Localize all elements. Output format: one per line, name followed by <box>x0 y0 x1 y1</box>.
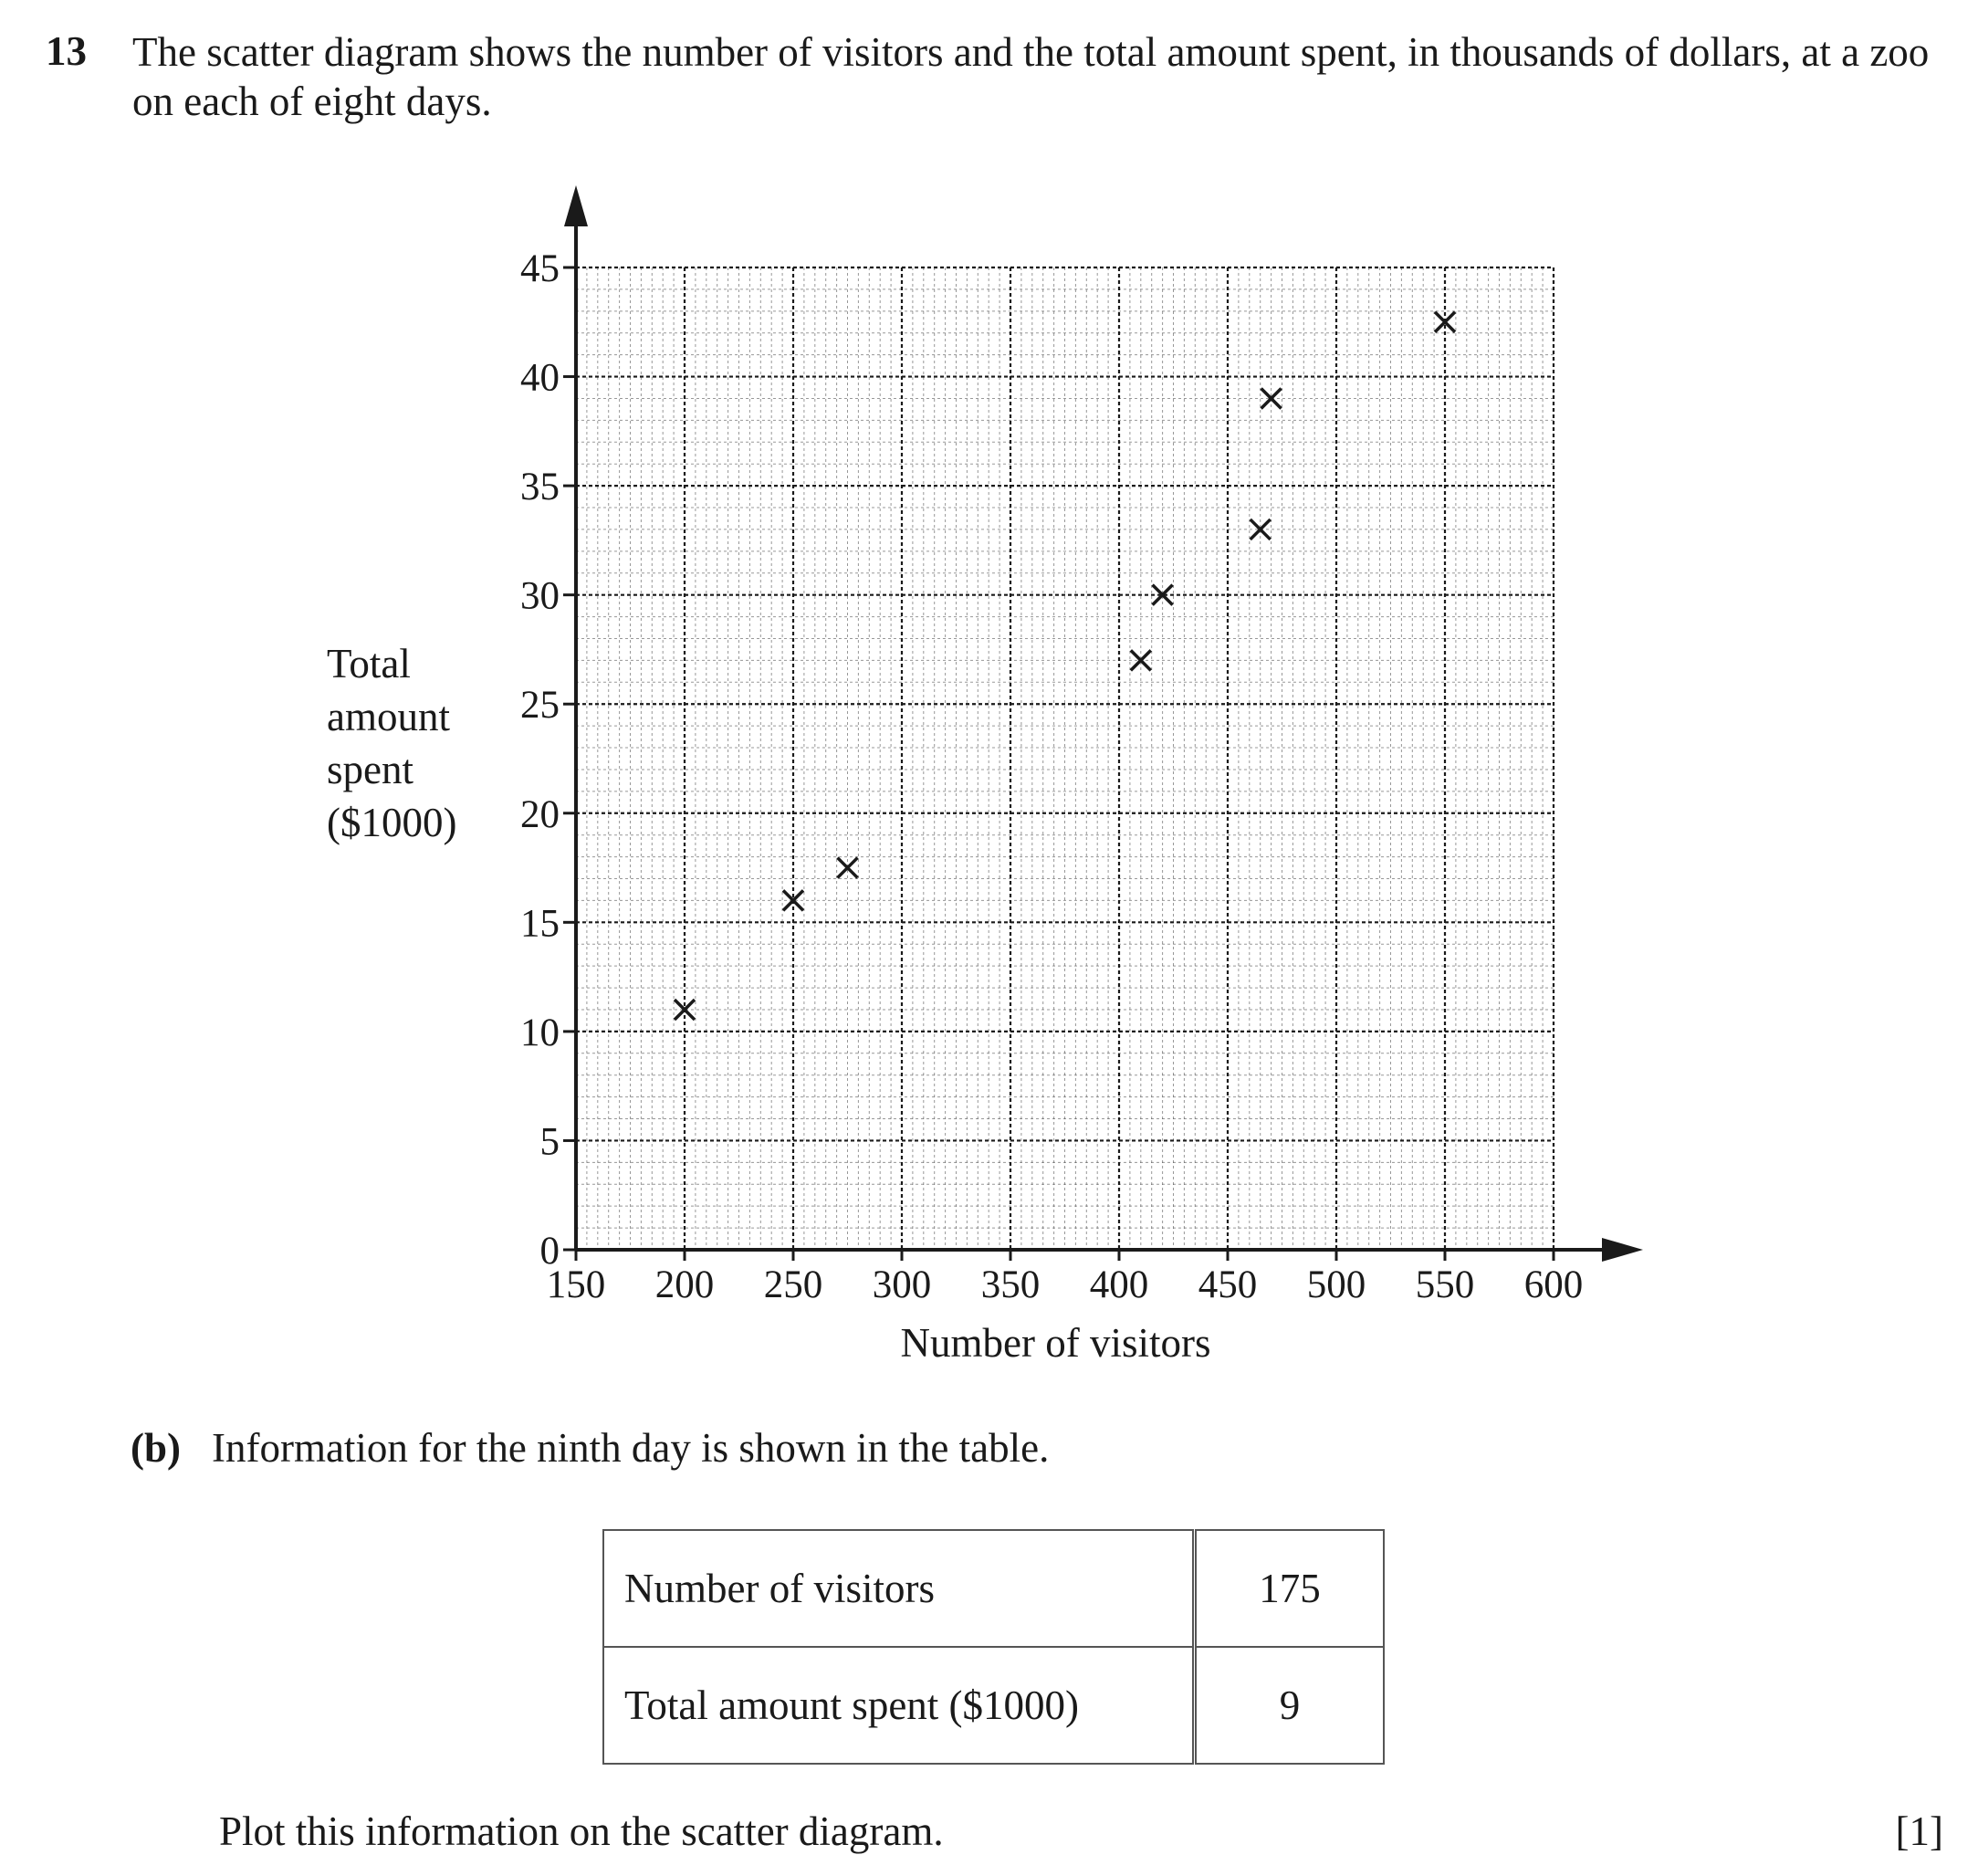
part-b-text: Information for the ninth day is shown in the table. <box>212 1425 1050 1471</box>
y-axis-label-line: spent <box>327 747 413 792</box>
y-tick-label: 20 <box>520 792 560 836</box>
part-b <box>131 1424 1049 1472</box>
part-b-label: (b) <box>131 1425 181 1471</box>
x-axis-arrow-icon <box>1602 1238 1643 1262</box>
question-number: 13 <box>46 28 87 74</box>
table-cell-value: 9 <box>1195 1647 1385 1764</box>
x-tick-label: 350 <box>980 1263 1041 1306</box>
plot-instruction: Plot this information on the scatter diagram. <box>219 1808 944 1854</box>
table-cell-value: 175 <box>1195 1530 1385 1647</box>
x-tick-label: 600 <box>1523 1263 1584 1306</box>
y-tick-label: 25 <box>520 684 560 728</box>
y-axis-arrow-icon <box>564 185 588 226</box>
x-tick-label: 200 <box>654 1263 715 1306</box>
table-cell-label: Number of visitors <box>603 1530 1195 1647</box>
x-tick-label: 550 <box>1415 1263 1475 1306</box>
ninth-day-table <box>602 1529 1385 1765</box>
table-cell-label: Total amount spent ($1000) <box>603 1647 1195 1764</box>
table-row <box>603 1647 1384 1764</box>
y-axis-label-line: Total <box>327 641 411 686</box>
y-axis-label <box>327 637 509 849</box>
marks-allocation: [1] <box>1895 1808 1943 1854</box>
question-intro: The scatter diagram shows the number of visitors and the total amount spent, in thousands of dollars, at a zoo on each of eight days. <box>132 29 1930 124</box>
y-tick-label: 0 <box>539 1230 560 1273</box>
table-row <box>603 1530 1384 1647</box>
y-axis-label-line: ($1000) <box>327 800 457 845</box>
x-tick-label: 300 <box>872 1263 932 1306</box>
x-tick-label: 500 <box>1306 1263 1366 1306</box>
x-tick-label: 400 <box>1089 1263 1149 1306</box>
x-tick-label: 250 <box>763 1263 823 1306</box>
x-tick-label: 450 <box>1198 1263 1258 1306</box>
y-tick-label: 5 <box>539 1120 560 1164</box>
y-tick-label: 40 <box>520 356 560 400</box>
y-tick-label: 15 <box>520 902 560 946</box>
x-axis-label: Number of visitors <box>900 1320 1211 1366</box>
x-tick-label: 150 <box>546 1263 606 1306</box>
y-tick-label: 45 <box>520 247 560 290</box>
y-tick-label: 30 <box>520 574 560 618</box>
y-tick-label: 35 <box>520 466 560 509</box>
y-tick-label: 10 <box>520 1011 560 1054</box>
y-axis-label-line: amount <box>327 694 450 739</box>
